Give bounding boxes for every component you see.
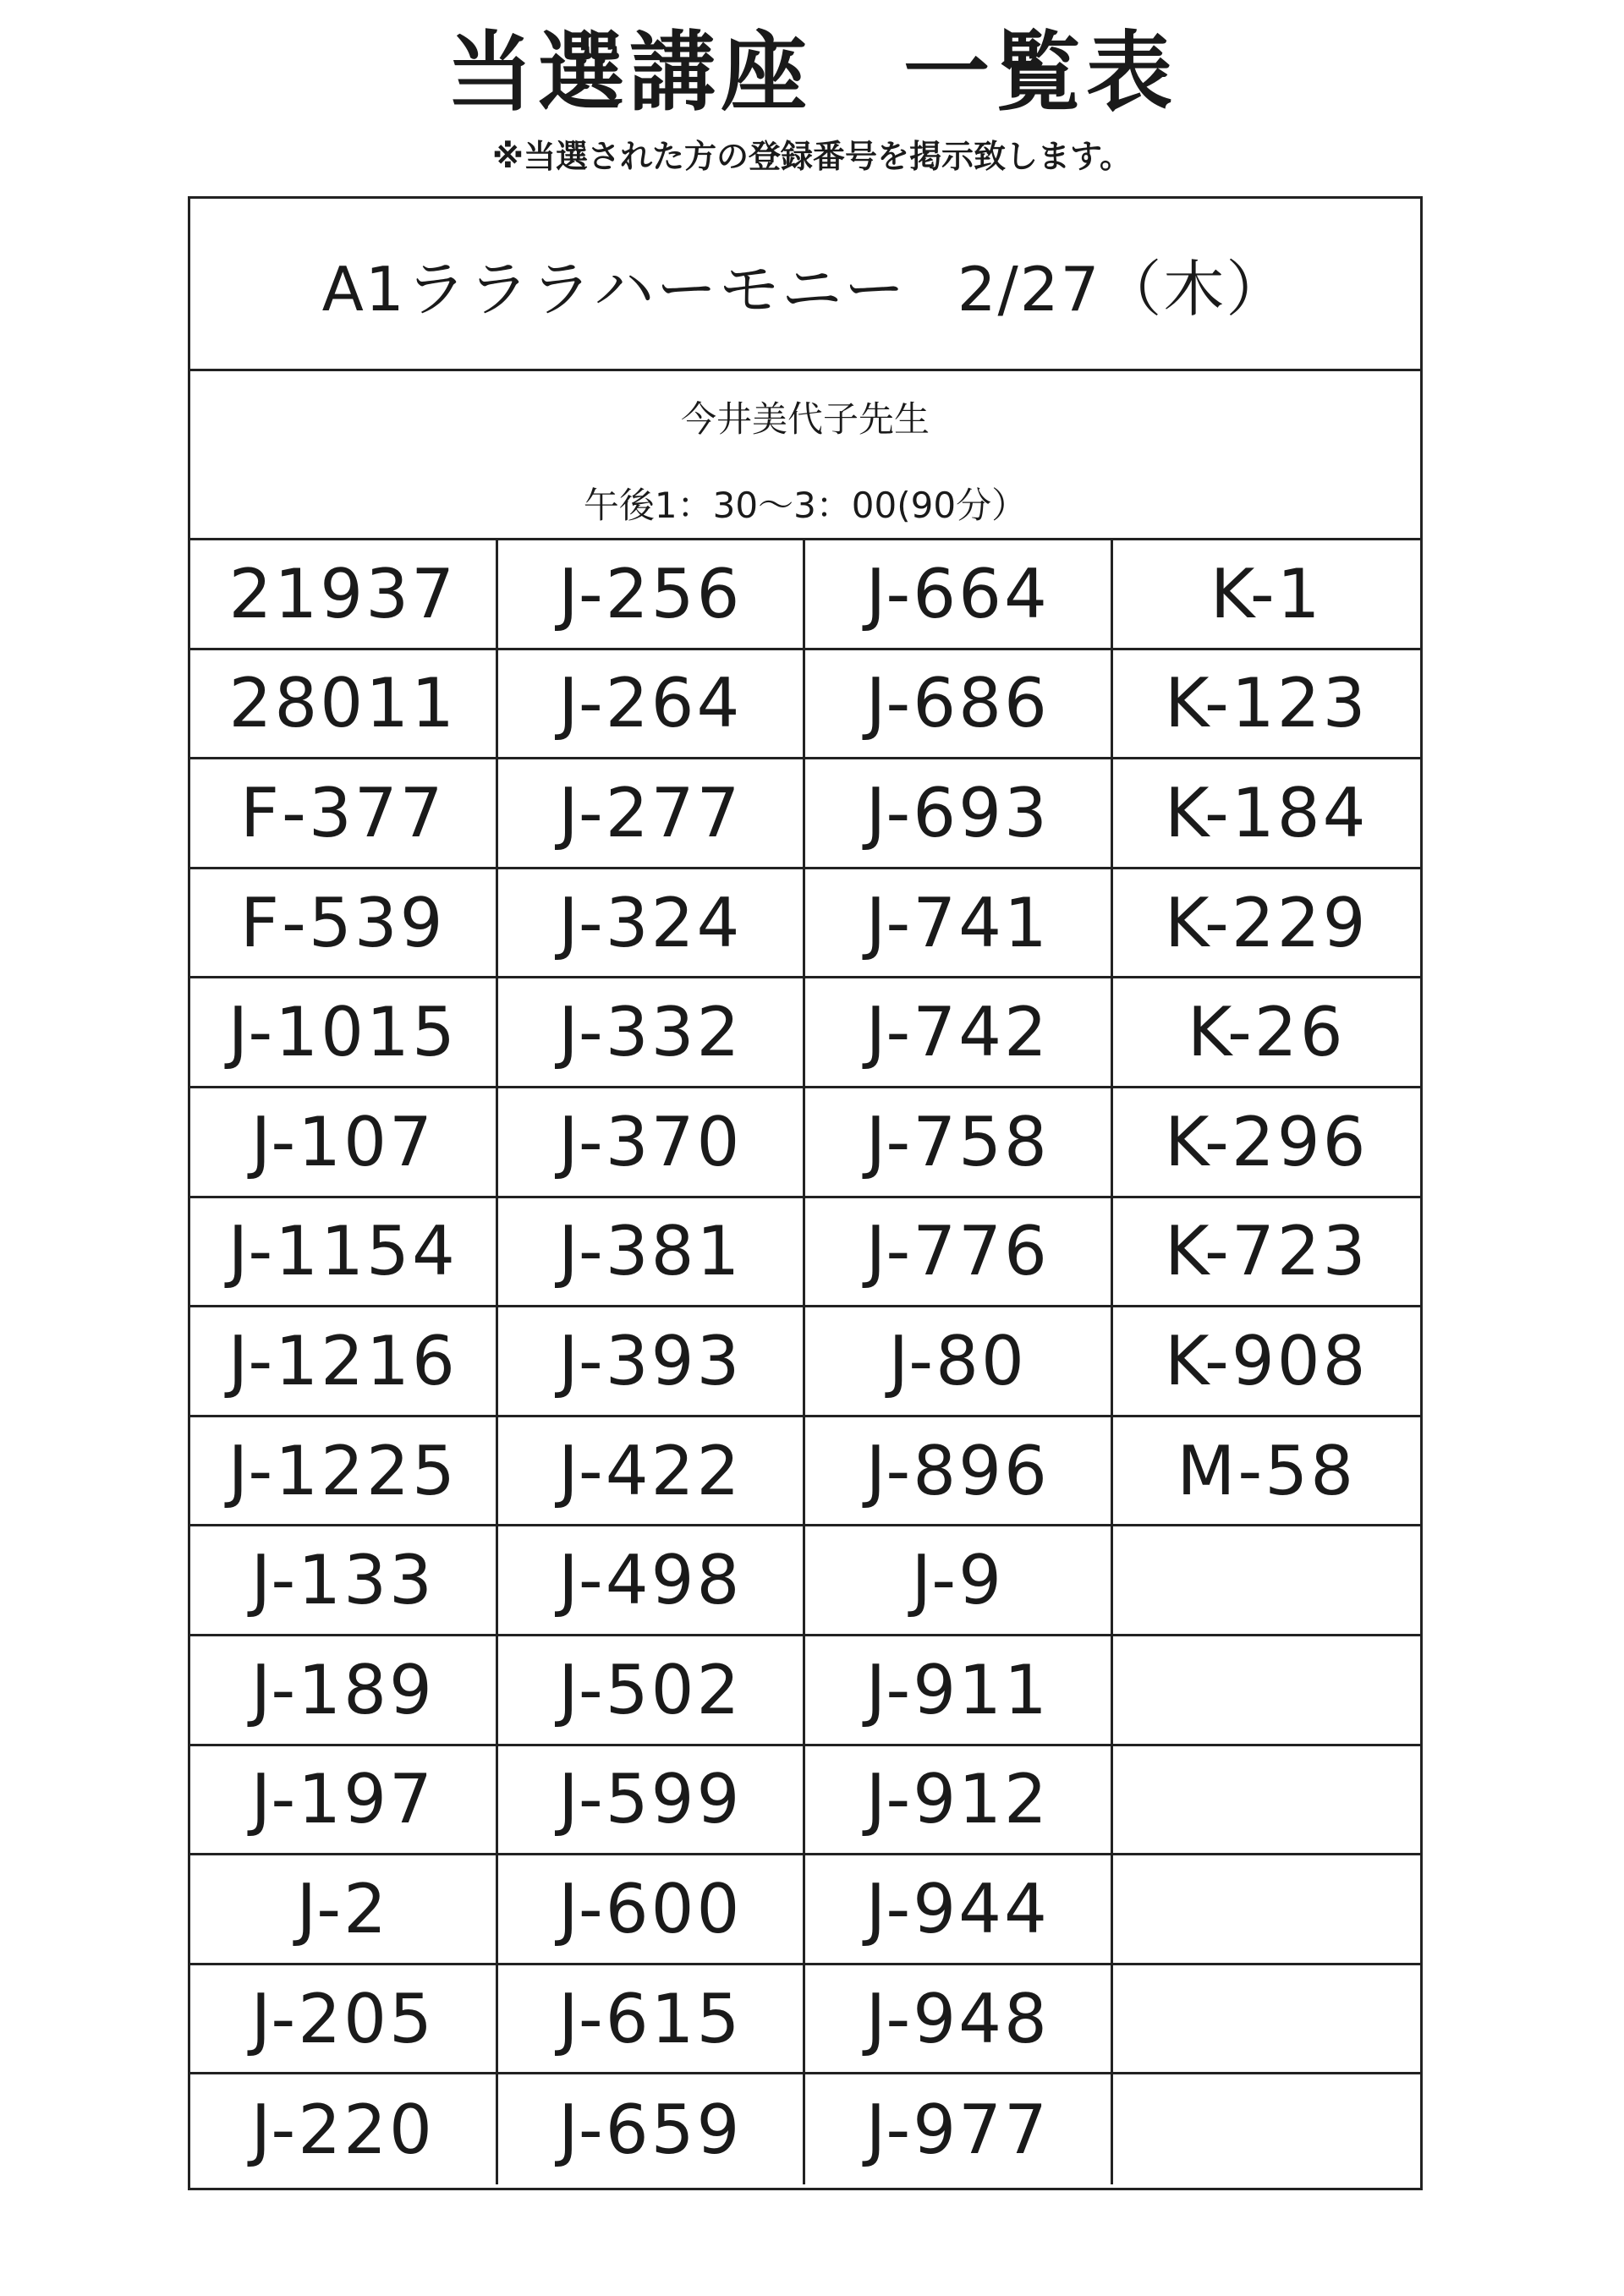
course-time: 午後1：30～3：00(90分） [583, 485, 1028, 526]
registration-number-cell: K-184 [1113, 759, 1421, 869]
registration-number-cell: K-908 [1113, 1307, 1421, 1417]
registration-number-cell: J-615 [498, 1965, 806, 2075]
registration-number-cell [1113, 1526, 1421, 1636]
registration-number-cell [1113, 1636, 1421, 1746]
registration-number-cell: J-1154 [190, 1198, 498, 1308]
registration-number-cell: J-324 [498, 869, 806, 979]
course-info [190, 371, 1420, 540]
registration-number-cell: 28011 [190, 650, 498, 760]
registration-number-cell: K-229 [1113, 869, 1421, 979]
registration-number-cell [1113, 1746, 1421, 1856]
registration-number-cell [1113, 2074, 1421, 2184]
registration-number-cell: K-1 [1113, 540, 1421, 650]
registration-number-cell [1113, 1855, 1421, 1965]
registration-number-cell: J-256 [498, 540, 806, 650]
registration-number-cell: J-741 [805, 869, 1113, 979]
registration-number-cell: J-896 [805, 1417, 1113, 1527]
registration-number-cell: J-659 [498, 2074, 806, 2184]
registration-number-cell: J-498 [498, 1526, 806, 1636]
registration-number-cell: J-911 [805, 1636, 1113, 1746]
registration-number-cell: J-977 [805, 2074, 1113, 2184]
registration-number-cell: F-377 [190, 759, 498, 869]
registration-number-cell: J-197 [190, 1746, 498, 1856]
registration-number-cell: J-220 [190, 2074, 498, 2184]
winner-number-grid [190, 540, 1420, 2188]
course-header [190, 199, 1420, 371]
registration-number-cell: J-600 [498, 1855, 806, 1965]
page-title: 当選講座 一覧表 [447, 23, 1177, 123]
registration-number-cell: J-758 [805, 1088, 1113, 1198]
registration-number-cell: J-1225 [190, 1417, 498, 1527]
registration-number-cell: M-58 [1113, 1417, 1421, 1527]
registration-number-cell: J-599 [498, 1746, 806, 1856]
teacher-name: 今井美代子先生 [680, 398, 930, 440]
registration-number-cell: J-776 [805, 1198, 1113, 1308]
registration-number-cell: K-123 [1113, 650, 1421, 760]
registration-number-cell: J-742 [805, 978, 1113, 1088]
registration-number-cell: J-9 [805, 1526, 1113, 1636]
registration-number-cell: J-912 [805, 1746, 1113, 1856]
registration-number-cell [1113, 1965, 1421, 2075]
registration-number-cell: J-422 [498, 1417, 806, 1527]
registration-number-cell: J-502 [498, 1636, 806, 1746]
registration-number-cell: J-944 [805, 1855, 1113, 1965]
posting-note: ※当選された方の登録番号を掲示致します。 [492, 138, 1132, 175]
registration-number-cell: J-189 [190, 1636, 498, 1746]
registration-number-cell: J-1216 [190, 1307, 498, 1417]
course-date: 2/27（木） [957, 253, 1289, 325]
registration-number-cell: J-664 [805, 540, 1113, 650]
registration-number-cell: J-133 [190, 1526, 498, 1636]
course-name: A1ラララハーモニー [321, 253, 907, 325]
registration-number-cell: J-370 [498, 1088, 806, 1198]
registration-number-cell: J-205 [190, 1965, 498, 2075]
registration-number-cell: J-948 [805, 1965, 1113, 2075]
registration-number-cell: F-539 [190, 869, 498, 979]
registration-number-cell: J-107 [190, 1088, 498, 1198]
registration-number-cell: J-1015 [190, 978, 498, 1088]
registration-number-cell: J-693 [805, 759, 1113, 869]
registration-number-cell: J-2 [190, 1855, 498, 1965]
registration-number-cell: 21937 [190, 540, 498, 650]
results-sheet [188, 196, 1423, 2190]
registration-number-cell: K-296 [1113, 1088, 1421, 1198]
registration-number-cell: J-264 [498, 650, 806, 760]
registration-number-cell: J-686 [805, 650, 1113, 760]
registration-number-cell: J-80 [805, 1307, 1113, 1417]
registration-number-cell: J-381 [498, 1198, 806, 1308]
registration-number-cell: J-332 [498, 978, 806, 1088]
registration-number-cell: J-277 [498, 759, 806, 869]
registration-number-cell: J-393 [498, 1307, 806, 1417]
registration-number-cell: K-26 [1113, 978, 1421, 1088]
registration-number-cell: K-723 [1113, 1198, 1421, 1308]
